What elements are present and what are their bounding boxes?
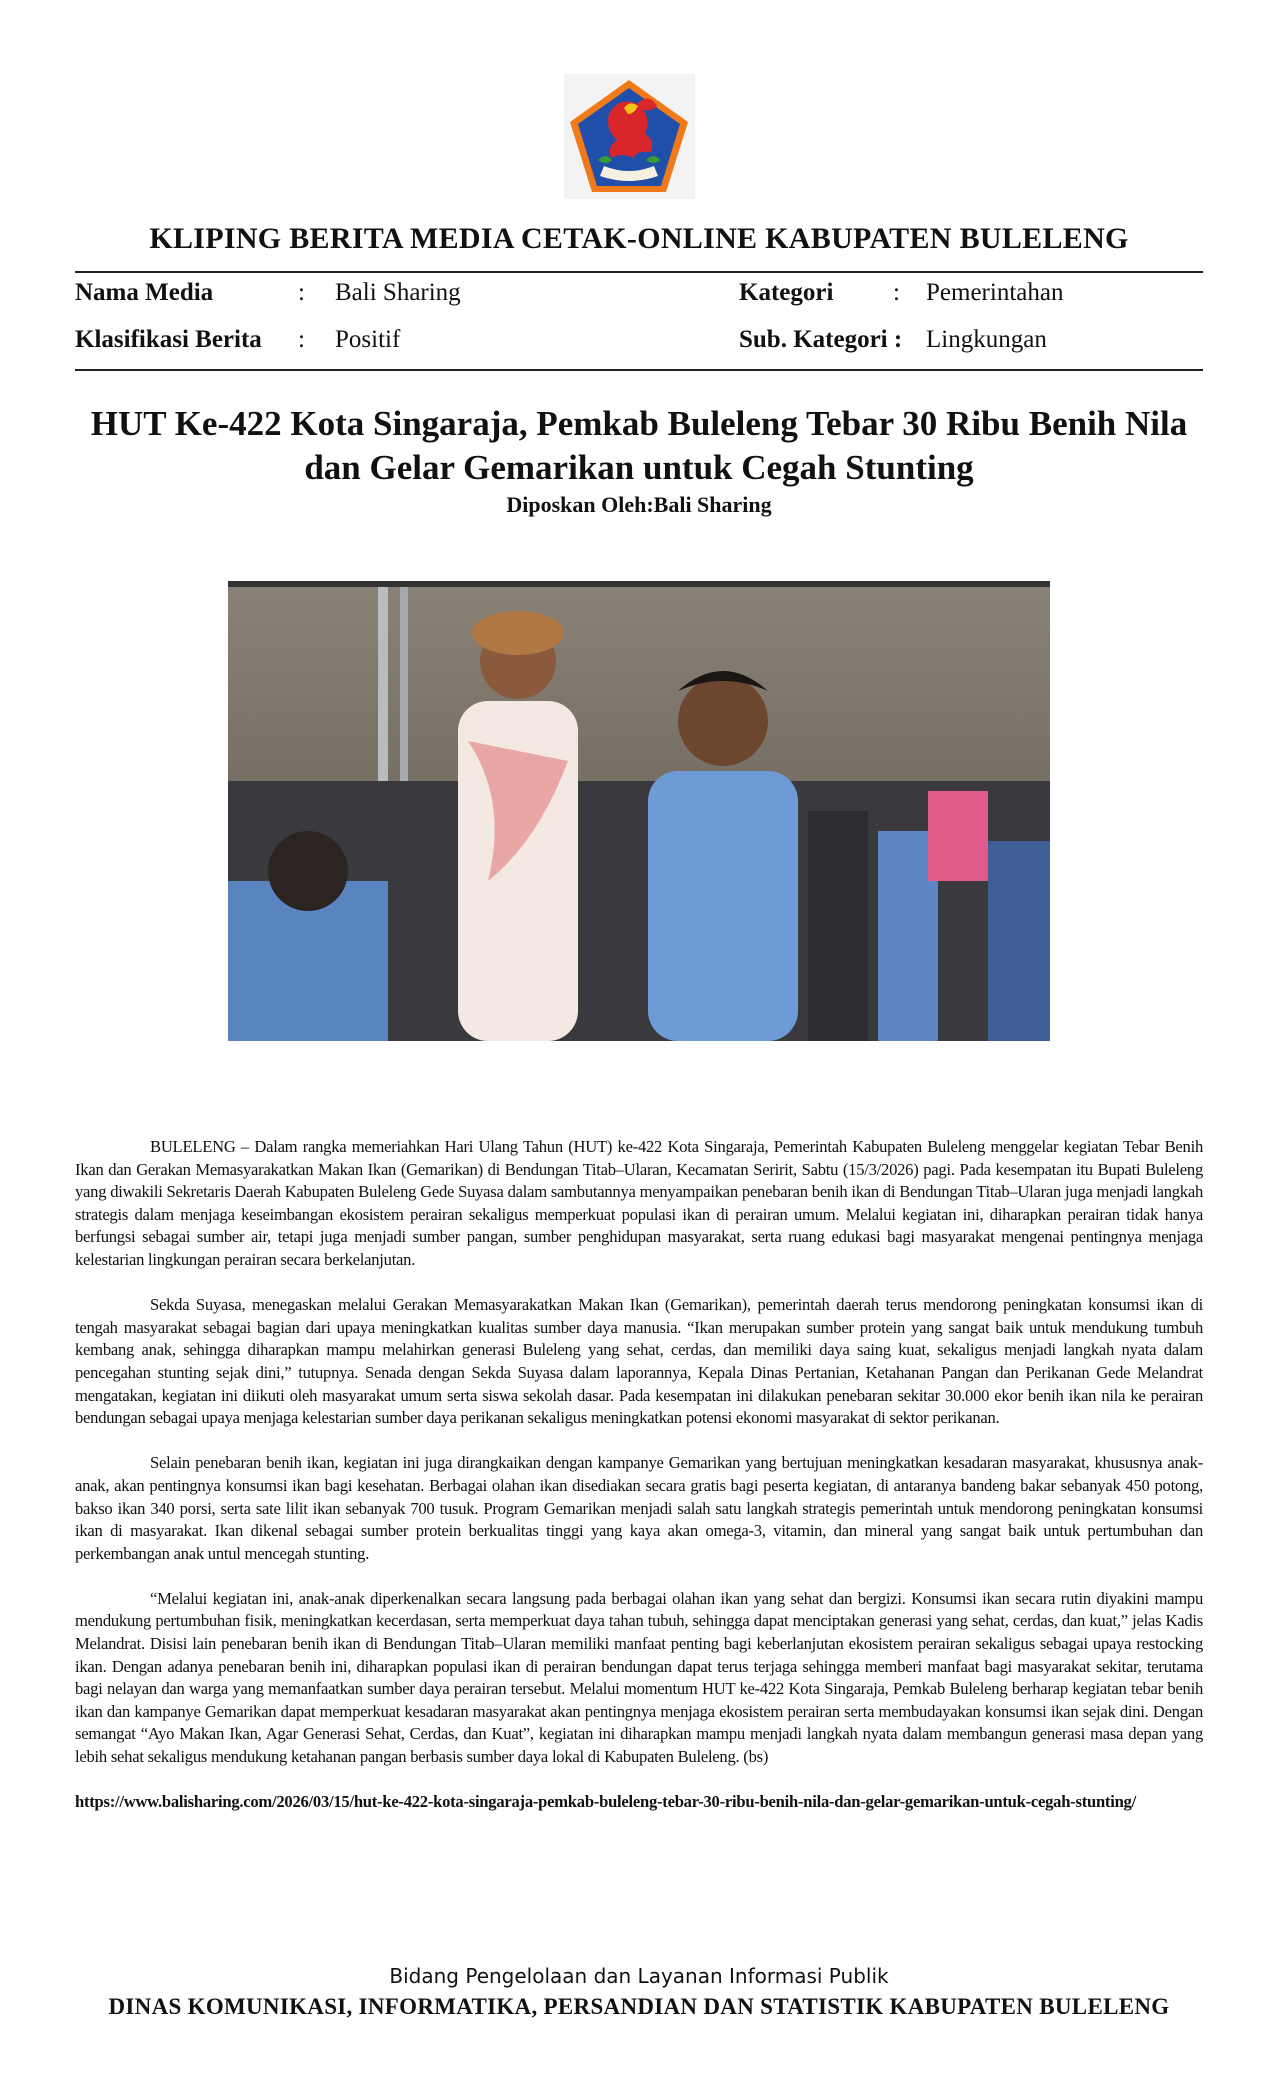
nama-media-value: Bali Sharing <box>335 279 461 306</box>
article-paragraph: Selain penebaran benih ikan, kegiatan ini juga dirangkaikan dengan kampanye Gemarikan yang bertujuan meningkatkan kesadaran masyarakat, khususnya anak-anak, akan pentingnya konsumsi ikan bagi kesehatan. Berbagai olahan ikan disediakan secara gratis bagi peserta kegiatan, di antaranya bandeng bakar sebanyak 450 potong, bakso ikan 340 porsi, serta sate lilit ikan sebanyak 700 tusuk. Program Gemarikan menjadi salah satu langkah strategis pemerintah untuk mendorong peningkatan konsumsi ikan di masyarakat. Ikan dikenal sebagai sumber protein berkualitas tinggi yang kaya akan omega-3, vitamin, dan mineral yang sangat baik untuk pertumbuhan dan perkembangan anak untul mencegah stunting. <box>75 1453 1203 1563</box>
sub-kategori-value: Lingkungan <box>926 326 1047 353</box>
klasifikasi-value: Positif <box>335 326 401 353</box>
article-photo <box>228 581 1050 1041</box>
divider <box>75 369 1203 371</box>
article-byline: Diposkan Oleh:Bali Sharing <box>506 492 772 517</box>
footer-division: Bidang Pengelolaan dan Layanan Informasi Publik <box>389 1964 889 1988</box>
nama-media-label: Nama Media <box>75 279 214 306</box>
footer-agency: DINAS KOMUNIKASI, INFORMATIKA, PERSANDIAN DAN STATISTIK KABUPATEN BULELENG <box>108 1994 1170 2019</box>
buleleng-logo <box>564 74 695 199</box>
document-title: KLIPING BERITA MEDIA CETAK-ONLINE KABUPATEN BULELENG <box>149 222 1129 255</box>
article-paragraph: “Melalui kegiatan ini, anak-anak diperkenalkan secara langsung pada berbagai olahan ikan yang sehat dan bergizi. Konsumsi ikan secara rutin diyakini mampu mendukung pertumbuhan fisik, meningkatkan kecerdasan, serta memperkuat daya tahan tubuh, sehingga dapat menciptakan generasi yang sehat, cerdas, dan kuat,” jelas Kadis Melandrat. Disisi lain penebaran benih ikan di Bendungan Titab–Ularan memiliki manfaat penting bagi keberlanjutan ekosistem perairan sekaligus sebagai upaya restocking ikan. Dengan adanya penebaran benih ini, diharapkan populasi ikan di perairan bendungan dapat terus terjaga sehingga memberi manfaat bagi masyarakat sekitar, terutama bagi nelayan dan warga yang memanfaatkan sumber daya perairan tersebut. Melalui momentum HUT ke-422 Kota Singaraja, Pemkab Buleleng berharap kegiatan tebar benih ikan dan kampanye Gemarikan dapat memperkuat kesadaran masyarakat akan pentingnya menjaga ekosistem perairan serta membudayakan konsumsi ikan sejak dini. Dengan semangat “Ayo Makan Ikan, Agar Generasi Sehat, Cerdas, dan Kuat”, kegiatan ini diharapkan mampu menjadi langkah nyata dalam membangun generasi masa depan yang lebih sehat sekaligus mendukung ketahanan pangan berbasis sumber daya lokal di Kabupaten Buleleng. (bs) <box>75 1588 1203 1767</box>
colon: : <box>298 279 305 306</box>
sub-kategori-label: Sub. Kategori : <box>739 326 903 353</box>
klasifikasi-label: Klasifikasi Berita <box>75 326 262 353</box>
kategori-label: Kategori <box>739 279 834 306</box>
colon: : <box>298 326 305 353</box>
source-link[interactable]: https://www.balisharing.com/2026/03/15/hut-ke-422-kota-singaraja-pemkab-buleleng-tebar-30-ribu-benih-nila-dan-gelar-gemarikan-untuk-cegah-stunting/ <box>75 1792 1136 1812</box>
article-headline: HUT Ke-422 Kota Singaraja, Pemkab Buleleng Tebar 30 Ribu Benih Nila dan Gelar Gemarikan untuk Cegah Stunting <box>90 404 1188 487</box>
article-body <box>75 1136 1203 1836</box>
kategori-value: Pemerintahan <box>926 279 1064 306</box>
colon: : <box>893 279 900 306</box>
article-paragraph: Sekda Suyasa, menegaskan melalui Gerakan Memasyarakatkan Makan Ikan (Gemarikan), pemerintah daerah terus mendorong peningkatan konsumsi ikan di tengah masyarakat sebagai bagian dari upaya meningkatkan kualitas sumber daya manusia. “Ikan merupakan sumber protein yang sangat baik untuk mendukung tumbuh kembang anak, sehingga diharapkan mampu melahirkan generasi Buleleng yang sehat, cerdas, dan memiliki daya saing kuat, sekaligus menjadi langkah nyata dalam pencegahan stunting sejak dini,” tutupnya. Senada dengan Sekda Suyasa dalam laporannya, Kepala Dinas Pertanian, Ketahanan Pangan dan Perikanan Gede Melandrat mengatakan, kegiatan ini diikuti oleh masyarakat umum serta siswa sekolah dasar. Pada kesempatan ini dilakukan penebaran sekitar 30.000 ekor benih ikan nila ke perairan bendungan sebagai upaya menjaga kelestarian sumber daya perikanan sekaligus meningkatkan potensi ekonomi masyarakat di sektor perikanan. <box>75 1295 1203 1428</box>
article-paragraph: BULELENG – Dalam rangka memeriahkan Hari Ulang Tahun (HUT) ke-422 Kota Singaraja, Pemerintah Kabupaten Buleleng menggelar kegiatan Tebar Benih Ikan dan Gerakan Memasyarakatkan Makan Ikan (Gemarikan) di Bendungan Titab–Ularan, Kecamatan Seririt, Sabtu (15/3/2026) pagi. Pada kesempatan itu Bupati Buleleng yang diwakili Sekretaris Daerah Kabupaten Buleleng Gede Suyasa dalam sambutannya menyampaikan penebaran benih ikan di Bendungan Titab–Ularan juga menjadi langkah strategis dalam menjaga keseimbangan ekosistem perairan sekaligus memperkuat populasi ikan di perairan umum. Melalui kegiatan ini, diharapkan perairan tidak hanya berfungsi sebagai sumber air, tetapi juga menjadi sumber pangan, sumber penghidupan masyarakat, serta ruang edukasi bagi masyarakat mengenai pentingnya menjaga kelestarian lingkungan perairan secara berkelanjutan. <box>75 1137 1203 1269</box>
divider <box>75 271 1203 273</box>
